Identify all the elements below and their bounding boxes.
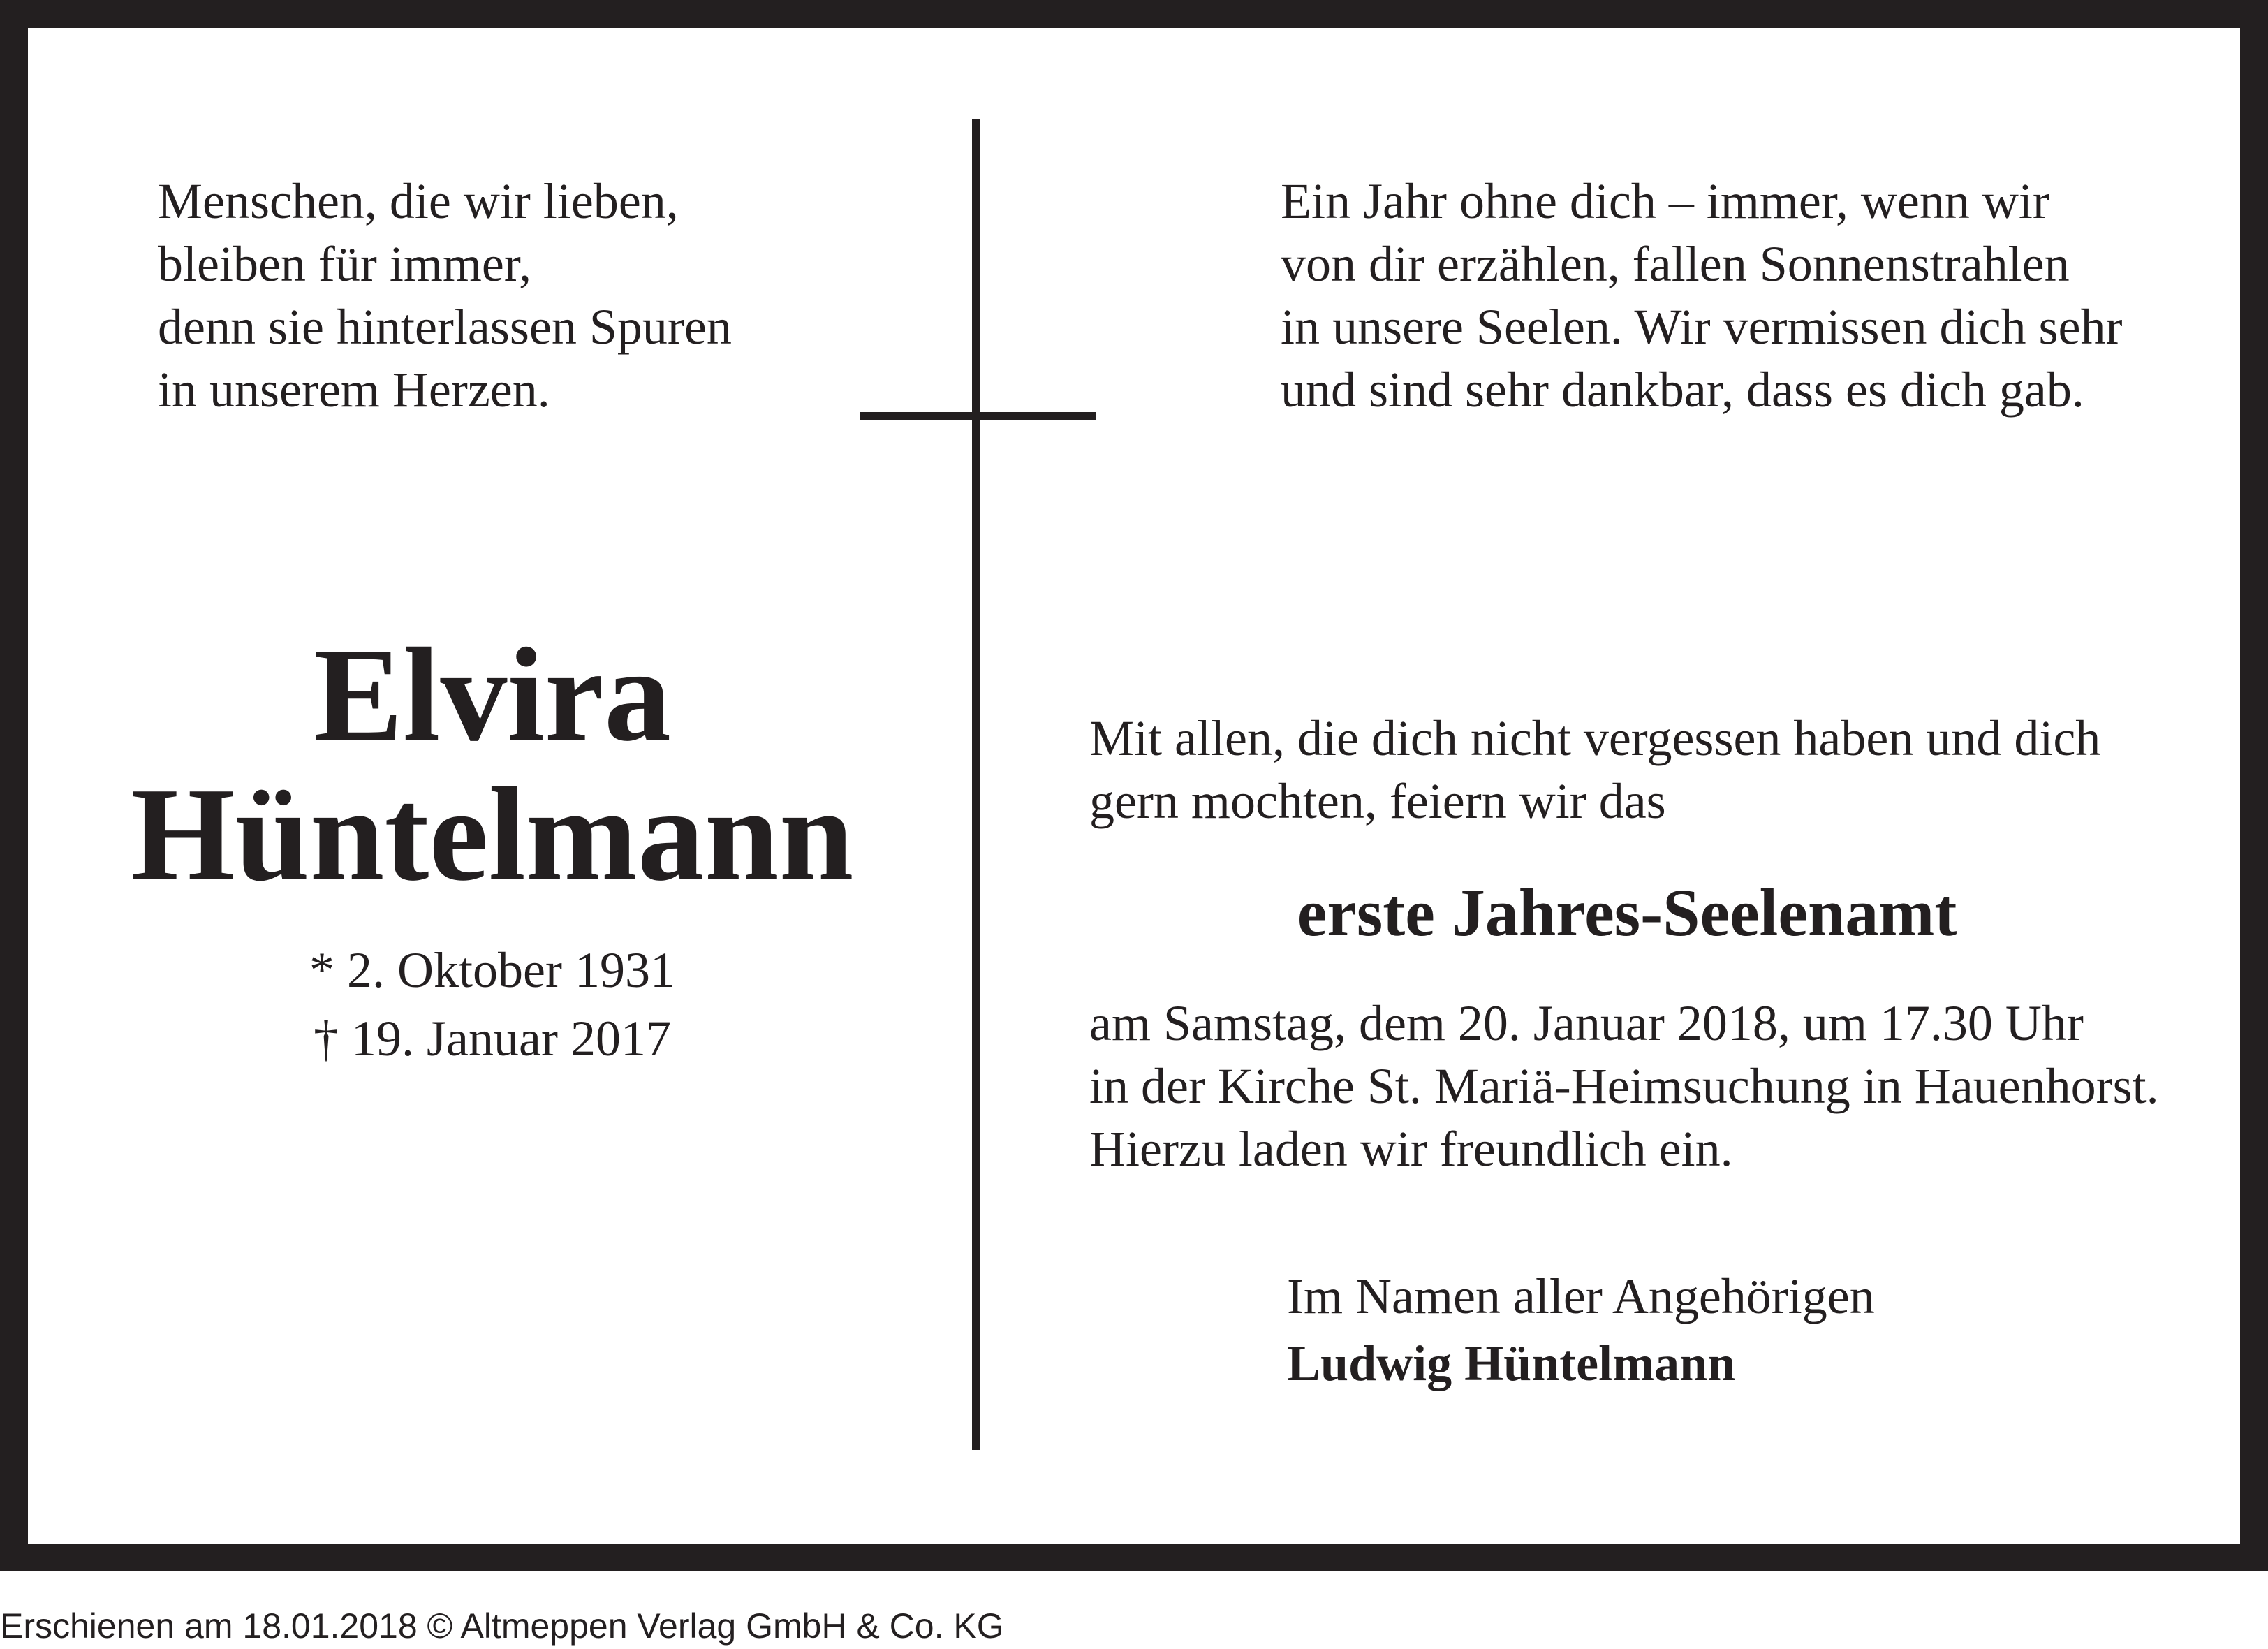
poem-right <box>1281 170 2122 421</box>
invitation-detail-line: Hierzu laden wir freundlich ein. <box>1089 1121 1733 1177</box>
signature-preamble: Im Namen aller Angehörigen <box>1287 1268 1875 1324</box>
poem-right-line: Ein Jahr ohne dich – immer, wenn wir <box>1281 173 2049 229</box>
signer-name: Ludwig Hüntelmann <box>1287 1335 1736 1391</box>
deceased-last-name: Hüntelmann <box>131 760 854 909</box>
poem-left <box>158 170 732 421</box>
poem-left-line: Menschen, die wir lieben, <box>158 173 679 229</box>
event-title: erste Jahres-Seelenamt <box>1297 875 1957 950</box>
invitation-detail-line: in der Kirche St. Mariä-Heimsuchung in Hauenhorst. <box>1089 1058 2159 1114</box>
signature-block <box>1287 1263 1875 1397</box>
cross-icon-horizontal-bar <box>860 412 1096 420</box>
poem-left-line: in unserem Herzen. <box>158 362 550 418</box>
life-dates <box>56 936 929 1073</box>
poem-right-line: in unsere Seelen. Wir vermissen dich sehr <box>1281 299 2123 355</box>
invitation-intro-line: gern mochten, feiern wir das <box>1089 773 1666 829</box>
poem-right-line: von dir erzählen, fallen Sonnenstrahlen <box>1281 236 2070 292</box>
death-date: † 19. Januar 2017 <box>314 1011 671 1067</box>
publication-footer: Erschienen am 18.01.2018 © Altmeppen Verlag GmbH & Co. KG <box>0 1606 1004 1646</box>
invitation-details <box>1089 992 2159 1180</box>
birth-date: * 2. Oktober 1931 <box>309 942 675 998</box>
cross-icon-vertical-bar <box>972 119 980 1450</box>
invitation-intro-line: Mit allen, die dich nicht vergessen haben und dich <box>1089 710 2101 766</box>
poem-right-line: und sind sehr dankbar, dass es dich gab. <box>1281 362 2084 418</box>
poem-left-line: denn sie hinterlassen Spuren <box>158 299 732 355</box>
invitation-intro <box>1089 707 2100 833</box>
deceased-name <box>56 620 929 909</box>
deceased-first-name: Elvira <box>314 620 671 769</box>
poem-left-line: bleiben für immer, <box>158 236 531 292</box>
invitation-detail-line: am Samstag, dem 20. Januar 2018, um 17.30 Uhr <box>1089 995 2084 1051</box>
